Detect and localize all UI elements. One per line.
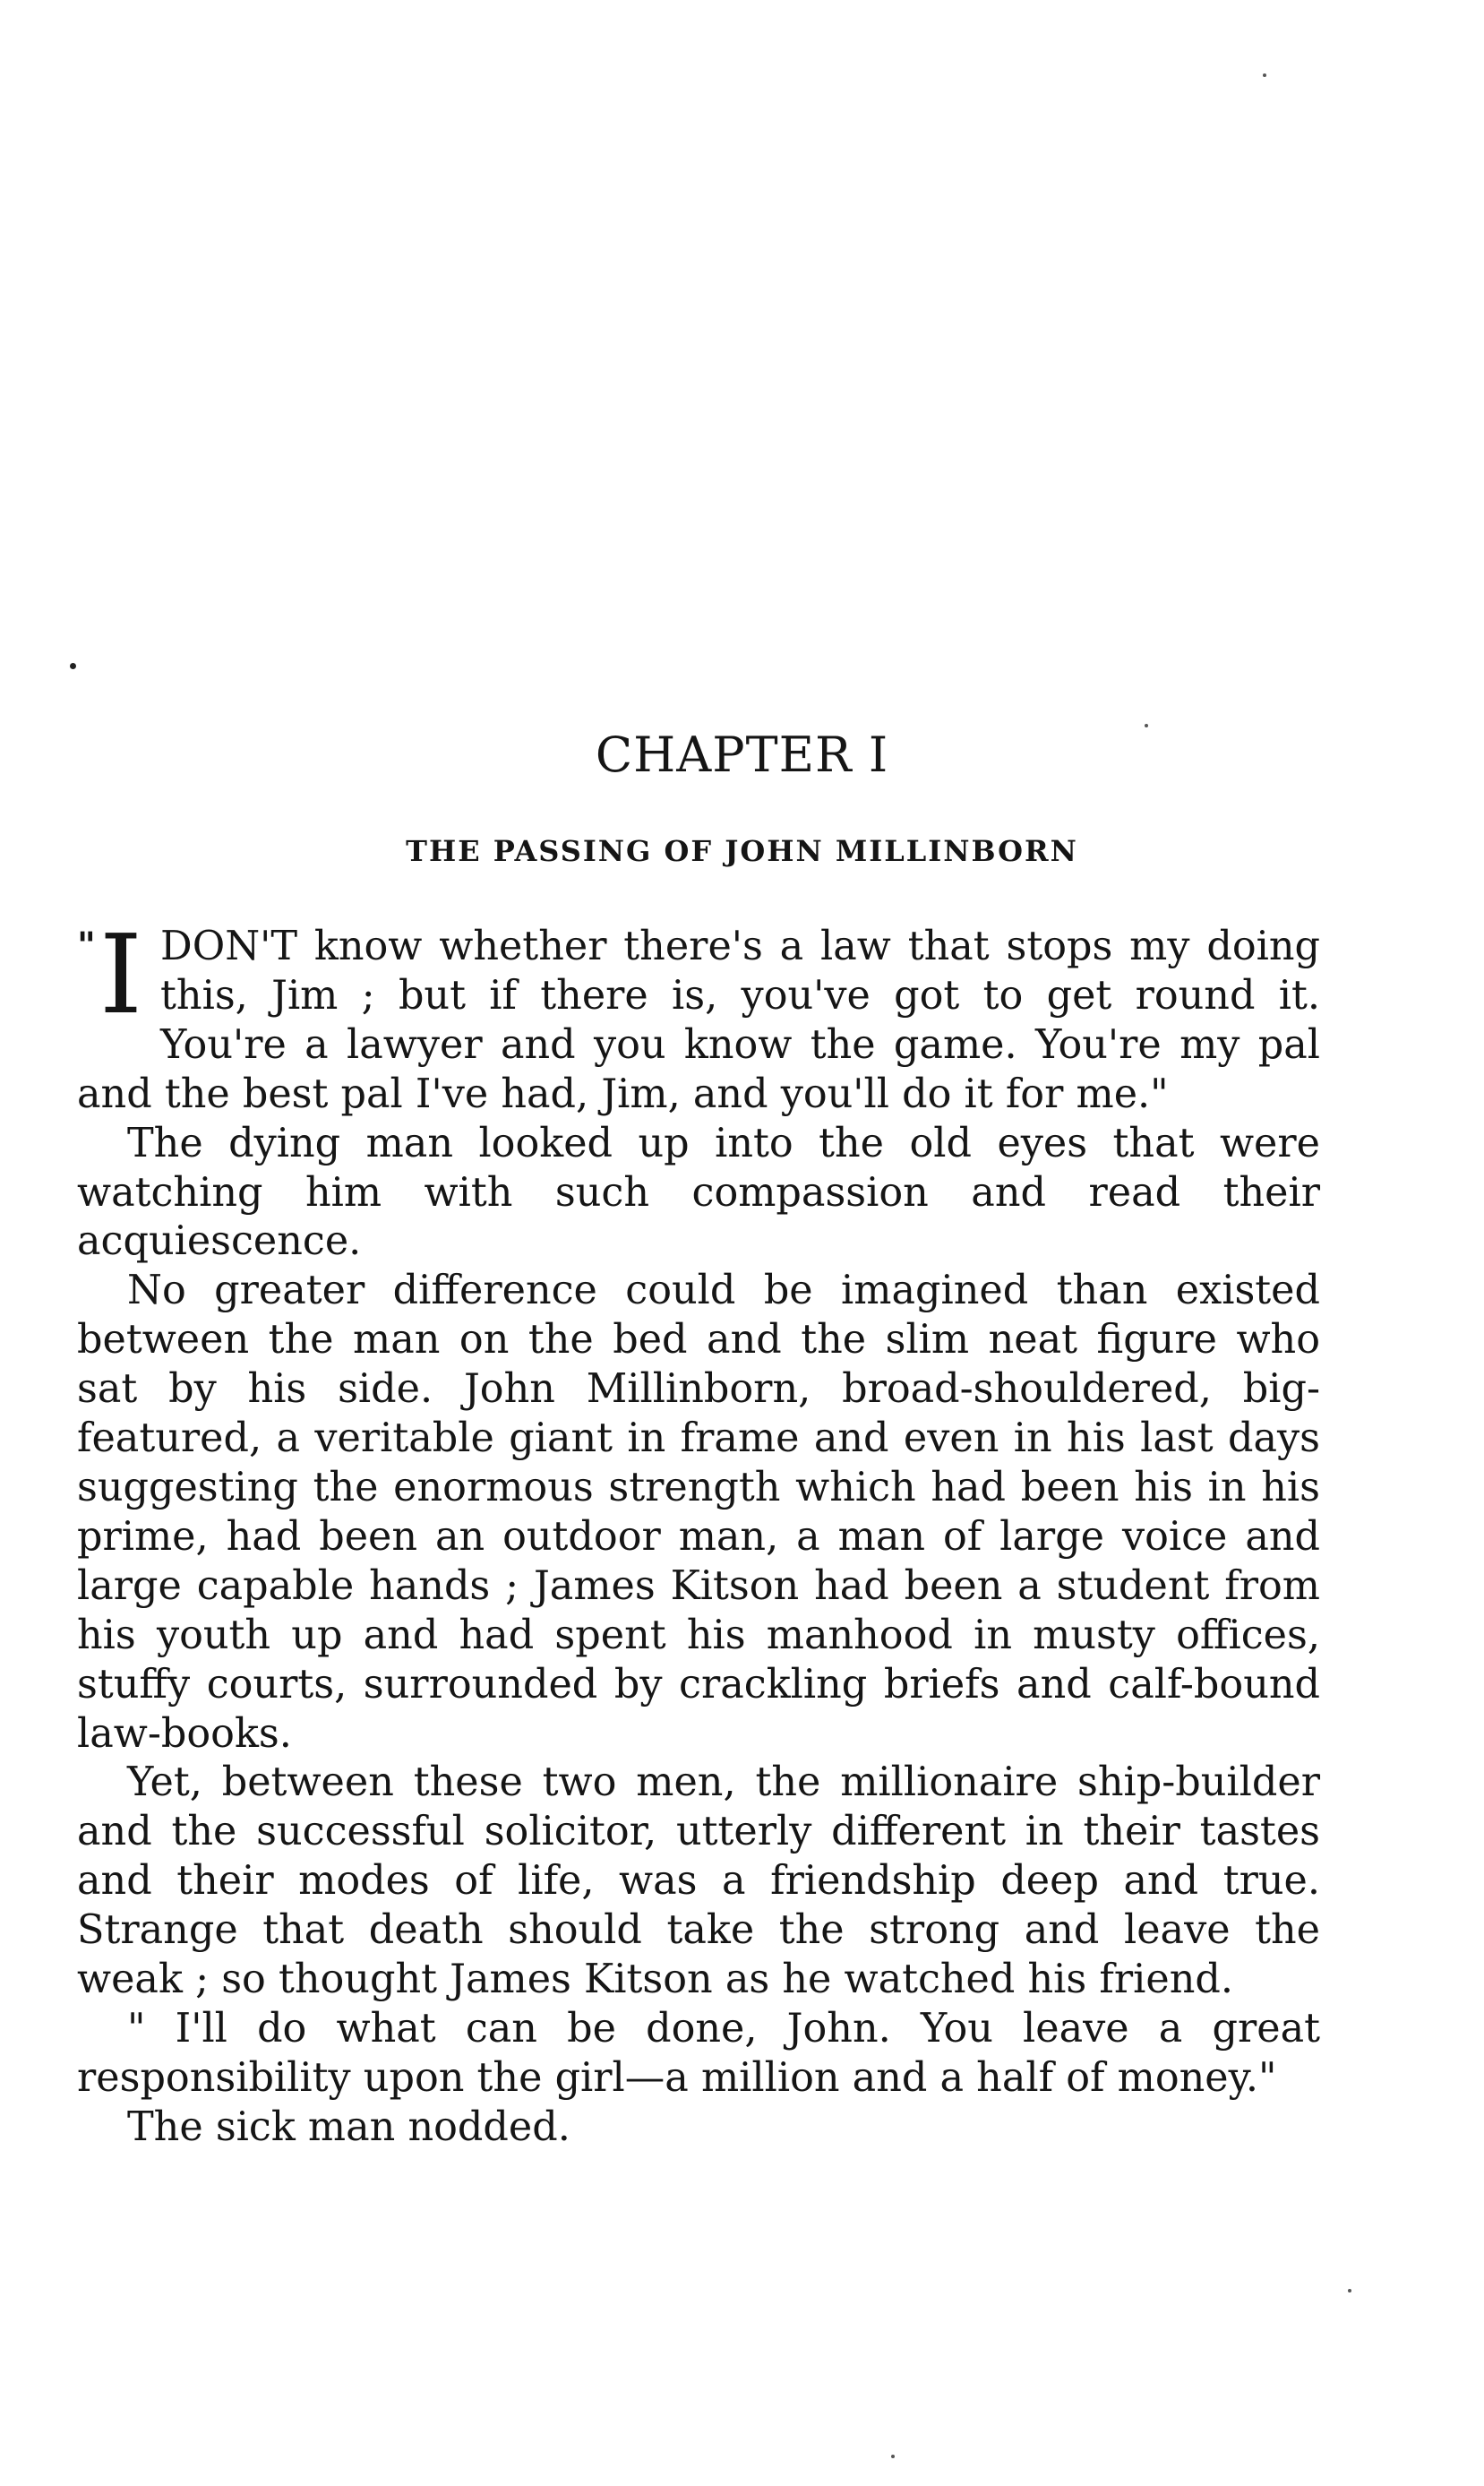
chapter-body	[77, 911, 1320, 2153]
paragraph: Yet, between these two men, the millionaire ship-builder and the successful solicitor, utterly different in their tastes and their modes of life, was a friendship deep and true. Strange that death should take the strong and leave the weak ; so thought James Kitson as he watched his friend.	[77, 1759, 1320, 2003]
opening-quote-mark: "	[77, 925, 96, 967]
print-speck	[891, 2455, 895, 2458]
paragraph: The sick man nodded.	[127, 2103, 570, 2150]
print-speck	[70, 663, 76, 669]
opening-text: DON'T know whether there's a law that stops my doing this, Jim ; but if there is, you've got to get round it. You're a lawyer and you know the game. You're my pal and the best pal I've had, Jim, and you'll do it for me."	[77, 924, 1320, 1117]
chapter-subtitle: THE PASSING OF JOHN MILLINBORN	[406, 834, 1078, 868]
print-speck	[1348, 2289, 1351, 2292]
paragraph: The dying man looked up into the old eyes that were watching him with such compassion and read their acquiescence.	[77, 1120, 1320, 1265]
paragraph: No greater difference could be imagined than existed between the man on the bed and the slim neat figure who sat by his side. John Millinborn, broad-shouldered, big-featured, a veritable giant in frame and even in his last days suggesting the enormous strength which had been his in his prime, had been an outdoor man, a man of large voice and large capable hands ; James Kitson had been a student from his youth up and had spent his manhood in musty offices, stuffy courts, surrounded by crackling briefs and calf-bound law-books.	[77, 1268, 1320, 1757]
opening-paragraph	[77, 911, 1320, 1120]
chapter-heading: CHAPTER I	[595, 727, 889, 783]
print-speck	[1263, 73, 1266, 77]
drop-cap: I	[99, 911, 143, 1038]
paragraph: " I'll do what can be done, John. You leave a great responsibility upon the girl—a million and a half of money."	[77, 2005, 1320, 2101]
